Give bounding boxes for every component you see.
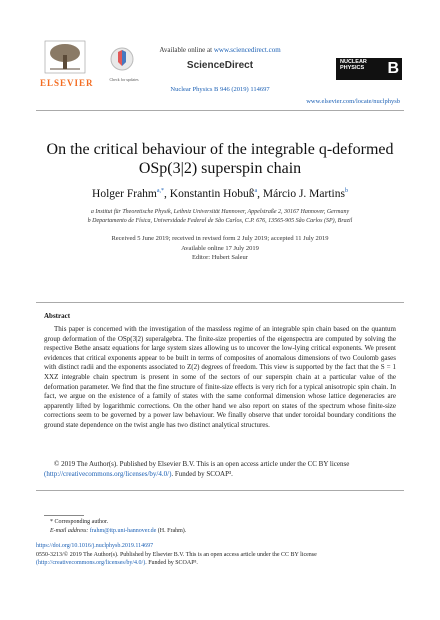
affiliation-a: a Institut für Theoretische Physik, Leibniz Universität Hannover, Appelstraße 2, 30167 Hannover, Germany [90,209,350,215]
author-name: Holger Frahm [92,188,157,200]
author-marks[interactable]: b [344,188,348,195]
journal-reference[interactable]: Nuclear Physics B 946 (2019) 114697 [170,86,270,93]
article-footer [36,542,404,568]
editor: Editor: Hubert Saleur [192,254,248,261]
crossmark-icon[interactable] [108,46,136,76]
available-date: Available online 17 July 2019 [181,244,259,252]
corresponding-author: Corresponding author. [54,519,109,525]
publisher-name: ELSEVIER [40,78,94,88]
affiliation-b: b Departamento de Física, Universidade Federal de São Carlos, C.P. 676, 13565-905 São Carlos (SP), Brazil [87,218,353,224]
abstract-heading: Abstract [44,312,71,320]
email-link[interactable]: frahm@itp.uni-hannover.de [89,527,157,534]
title-line-1: On the critical behaviour of the integrable q-deformed [46,141,394,158]
doi-link[interactable]: https://doi.org/10.1016/j.nuclphysb.2019.114697 [36,543,154,549]
header-divider [36,110,404,111]
crossmark-label: Check for updates [109,77,139,82]
author-name: Márcio J. Martins [262,188,345,200]
title-line-2: OSp(3|2) superspin chain [138,160,302,177]
available-prefix: Available online at [159,46,213,54]
elsevier-tree-logo [44,40,86,74]
platform-name: ScienceDirect [186,60,254,71]
article-title [40,140,400,178]
copyright-text: © 2019 The Author(s). Published by Elsevier B.V. This is an open access article under the CC BY license [54,460,350,468]
journal-logo-line2: PHYSICS [340,64,365,71]
author-marks[interactable]: a [254,188,258,195]
funding-text: . Funded by SCOAP³. [171,469,233,478]
abstract-copyright [44,460,396,479]
footer-funding: . Funded by SCOAP³. [145,560,198,566]
footnote [50,518,390,535]
abstract-body: This paper is concerned with the investigation of the massless regime of an integrable spin chain based on the quantum group deformation of the OSp(3|2) superalgebra. The finite-size properties of the eigenspectra are computed by solving the respective Bethe ansatz equations for large system sizes allowing us to uncover the low-lying critical exponents. We present evidences that critical exponents appear to be built in terms of composites of anomalous dimensions of two Coulomb gases with distinct radii and the exponents associated to Z(2) degrees of freedom. This view is supported by the fact that the S = 1 XXZ integrable chain spectrum is present in some of the sectors of our superspin chain at a particular value of the deformation parameter. We find that the fine structure of finite-size effects is very rich for a typical anisotropic spin chain. In fact, we argue on the existence of a family of states with the same conformal dimension whose lattice degeneracies are apparently lifted by logarithmic corrections. On the other hand we also report on states of the spectrum whose finite-size corrections seem to be governed by a power law behaviour. We finally observe that under toroidal boundary conditions the ground state dependence on the twist angle has two distinct analytical structures. [44,325,396,429]
author-marks[interactable]: a,* [156,188,165,195]
footnote-mark: * [50,519,53,525]
article-history [40,234,400,263]
author-name: Konstantin Hobuß [169,188,255,200]
available-online [150,46,290,54]
author-list: Holger Frahm$^{a,*}$, Konstantin Hobuß$^a$, Márcio J. Martins$^b$ [92,188,348,200]
footer-license-link[interactable]: (http://creativecommons.org/licenses/by/4.0/) [36,560,146,566]
sciencedirect-link[interactable]: www.sciencedirect.com [213,46,281,54]
journal-logo [336,58,402,80]
affiliations [40,208,400,226]
issn-line: 0550-3213/© 2019 The Author(s). Published by Elsevier B.V. This is an open access article under the CC BY license [36,551,317,558]
journal-logo-letter: B [387,60,399,77]
footnote-rule [44,515,84,516]
received-dates: Received 5 June 2019; received in revised form 2 July 2019; accepted 11 July 2019 [111,235,329,242]
license-link[interactable]: (http://creativecommons.org/licenses/by/4.0/) [44,469,172,478]
abstract-divider-bottom [36,490,404,491]
journal-logo-line1: NUCLEAR [340,59,367,65]
abstract-divider-top [36,302,404,303]
journal-url[interactable]: www.elsevier.com/locate/nuclphysb [306,98,400,105]
email-owner: (H. Frahm). [157,527,187,534]
email-label: E-mail address: [50,527,89,534]
